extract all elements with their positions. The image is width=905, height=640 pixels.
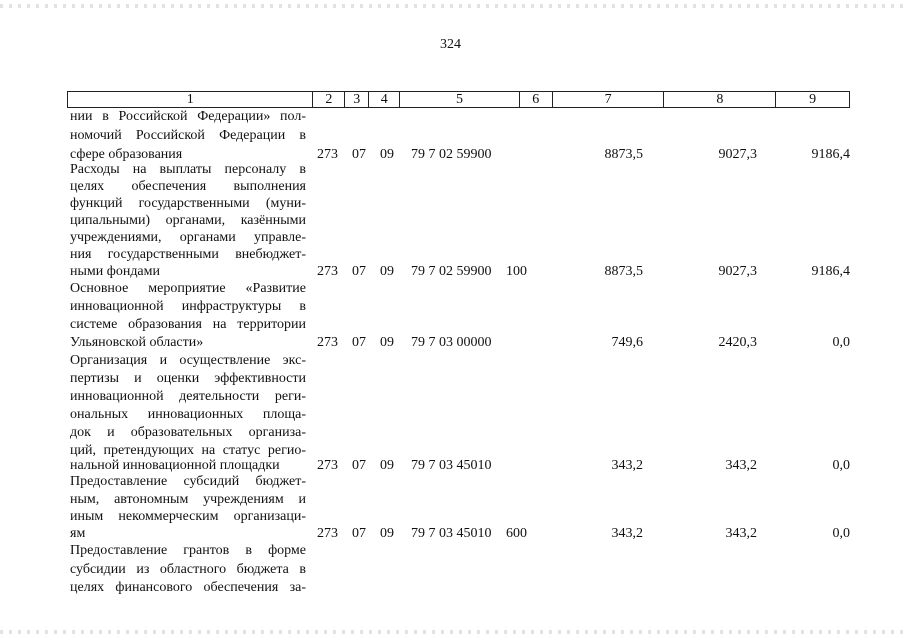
row-text-line: ципальными) органами, казёнными bbox=[70, 213, 306, 228]
row-text-line: номочий Российской Федерации в bbox=[70, 128, 306, 143]
cell-col-6: 100 bbox=[506, 264, 527, 279]
cell-col-7: 749,6 bbox=[611, 335, 643, 350]
row-text-line: ния государственными внебюджет- bbox=[70, 247, 306, 262]
header-col-4: 4 bbox=[369, 92, 400, 107]
cell-col-3: 07 bbox=[352, 335, 366, 350]
cell-col-6: 600 bbox=[506, 526, 527, 541]
cell-col-3: 07 bbox=[352, 264, 366, 279]
cell-col-5: 79 7 03 45010 bbox=[411, 458, 492, 473]
cell-col-5: 79 7 03 45010 bbox=[411, 526, 492, 541]
row-text-line: ональных инновационных площа- bbox=[70, 407, 306, 422]
row-text-line: целях финансового обеспечения за- bbox=[70, 580, 306, 595]
row-text-line: сфере образования bbox=[70, 147, 183, 162]
row-text-line: ям bbox=[70, 526, 86, 541]
header-col-2: 2 bbox=[313, 92, 345, 107]
row-text-line: Расходы на выплаты персоналу в bbox=[70, 162, 306, 177]
cell-col-4: 09 bbox=[380, 264, 394, 279]
cell-col-2: 273 bbox=[317, 264, 338, 279]
row-text-line: нальной инновационной площадки bbox=[70, 458, 280, 473]
row-text-line: ными фондами bbox=[70, 264, 161, 279]
header-col-5: 5 bbox=[400, 92, 520, 107]
cell-col-7: 8873,5 bbox=[604, 264, 643, 279]
header-col-6: 6 bbox=[520, 92, 553, 107]
row-text-line: нии в Российской Федерации» пол- bbox=[70, 109, 306, 124]
cell-col-7: 343,2 bbox=[611, 458, 643, 473]
header-col-7: 7 bbox=[553, 92, 665, 107]
row-text-line: ным, автономным учреждениям и bbox=[70, 492, 306, 507]
scan-edge-bottom bbox=[0, 630, 905, 634]
header-col-8: 8 bbox=[664, 92, 776, 107]
cell-col-4: 09 bbox=[380, 147, 394, 162]
row-text-line: Предоставление грантов в форме bbox=[70, 543, 306, 558]
cell-col-9: 0,0 bbox=[832, 335, 850, 350]
cell-col-9: 9186,4 bbox=[811, 264, 850, 279]
cell-col-2: 273 bbox=[317, 458, 338, 473]
row-text-line: Основное мероприятие «Развитие bbox=[70, 281, 306, 296]
row-text-line: инновационной деятельности реги- bbox=[70, 389, 306, 404]
row-text-line: инновационной инфраструктуры в bbox=[70, 299, 306, 314]
row-text-line: системе образования на территории bbox=[70, 317, 306, 332]
cell-col-4: 09 bbox=[380, 526, 394, 541]
row-text-line: Организация и осуществление экс- bbox=[70, 353, 306, 368]
cell-col-9: 9186,4 bbox=[811, 147, 850, 162]
cell-col-4: 09 bbox=[380, 335, 394, 350]
cell-col-7: 8873,5 bbox=[604, 147, 643, 162]
cell-col-8: 343,2 bbox=[725, 526, 757, 541]
cell-col-2: 273 bbox=[317, 147, 338, 162]
row-text-line: ций, претендующих на статус регио- bbox=[70, 443, 306, 458]
cell-col-2: 273 bbox=[317, 335, 338, 350]
row-text-line: функций государственными (муни- bbox=[70, 196, 306, 211]
cell-col-9: 0,0 bbox=[832, 458, 850, 473]
cell-col-2: 273 bbox=[317, 526, 338, 541]
header-col-3: 3 bbox=[345, 92, 369, 107]
row-text-line: целях обеспечения выполнения bbox=[70, 179, 306, 194]
row-text-line: Ульяновской области» bbox=[70, 335, 204, 350]
cell-col-5: 79 7 02 59900 bbox=[411, 264, 492, 279]
cell-col-5: 79 7 03 00000 bbox=[411, 335, 492, 350]
row-text-line: док и образовательных организа- bbox=[70, 425, 306, 440]
cell-col-4: 09 bbox=[380, 458, 394, 473]
cell-col-8: 9027,3 bbox=[718, 147, 757, 162]
cell-col-8: 2420,3 bbox=[718, 335, 757, 350]
page-number: 324 bbox=[440, 37, 461, 52]
table-header-row bbox=[67, 91, 850, 108]
cell-col-3: 07 bbox=[352, 147, 366, 162]
scan-edge-top bbox=[0, 4, 905, 8]
header-col-1: 1 bbox=[68, 92, 313, 107]
cell-col-8: 343,2 bbox=[725, 458, 757, 473]
row-text-line: субсидии из областного бюджета в bbox=[70, 562, 306, 577]
cell-col-5: 79 7 02 59900 bbox=[411, 147, 492, 162]
cell-col-3: 07 bbox=[352, 458, 366, 473]
cell-col-7: 343,2 bbox=[611, 526, 643, 541]
cell-col-3: 07 bbox=[352, 526, 366, 541]
row-text-line: учреждениями, органами управле- bbox=[70, 230, 306, 245]
row-text-line: Предоставление субсидий бюджет- bbox=[70, 474, 306, 489]
row-text-line: пертизы и оценки эффективности bbox=[70, 371, 306, 386]
row-text-line: иным некоммерческим организаци- bbox=[70, 509, 306, 524]
cell-col-8: 9027,3 bbox=[718, 264, 757, 279]
header-col-9: 9 bbox=[809, 92, 817, 107]
cell-col-9: 0,0 bbox=[832, 526, 850, 541]
